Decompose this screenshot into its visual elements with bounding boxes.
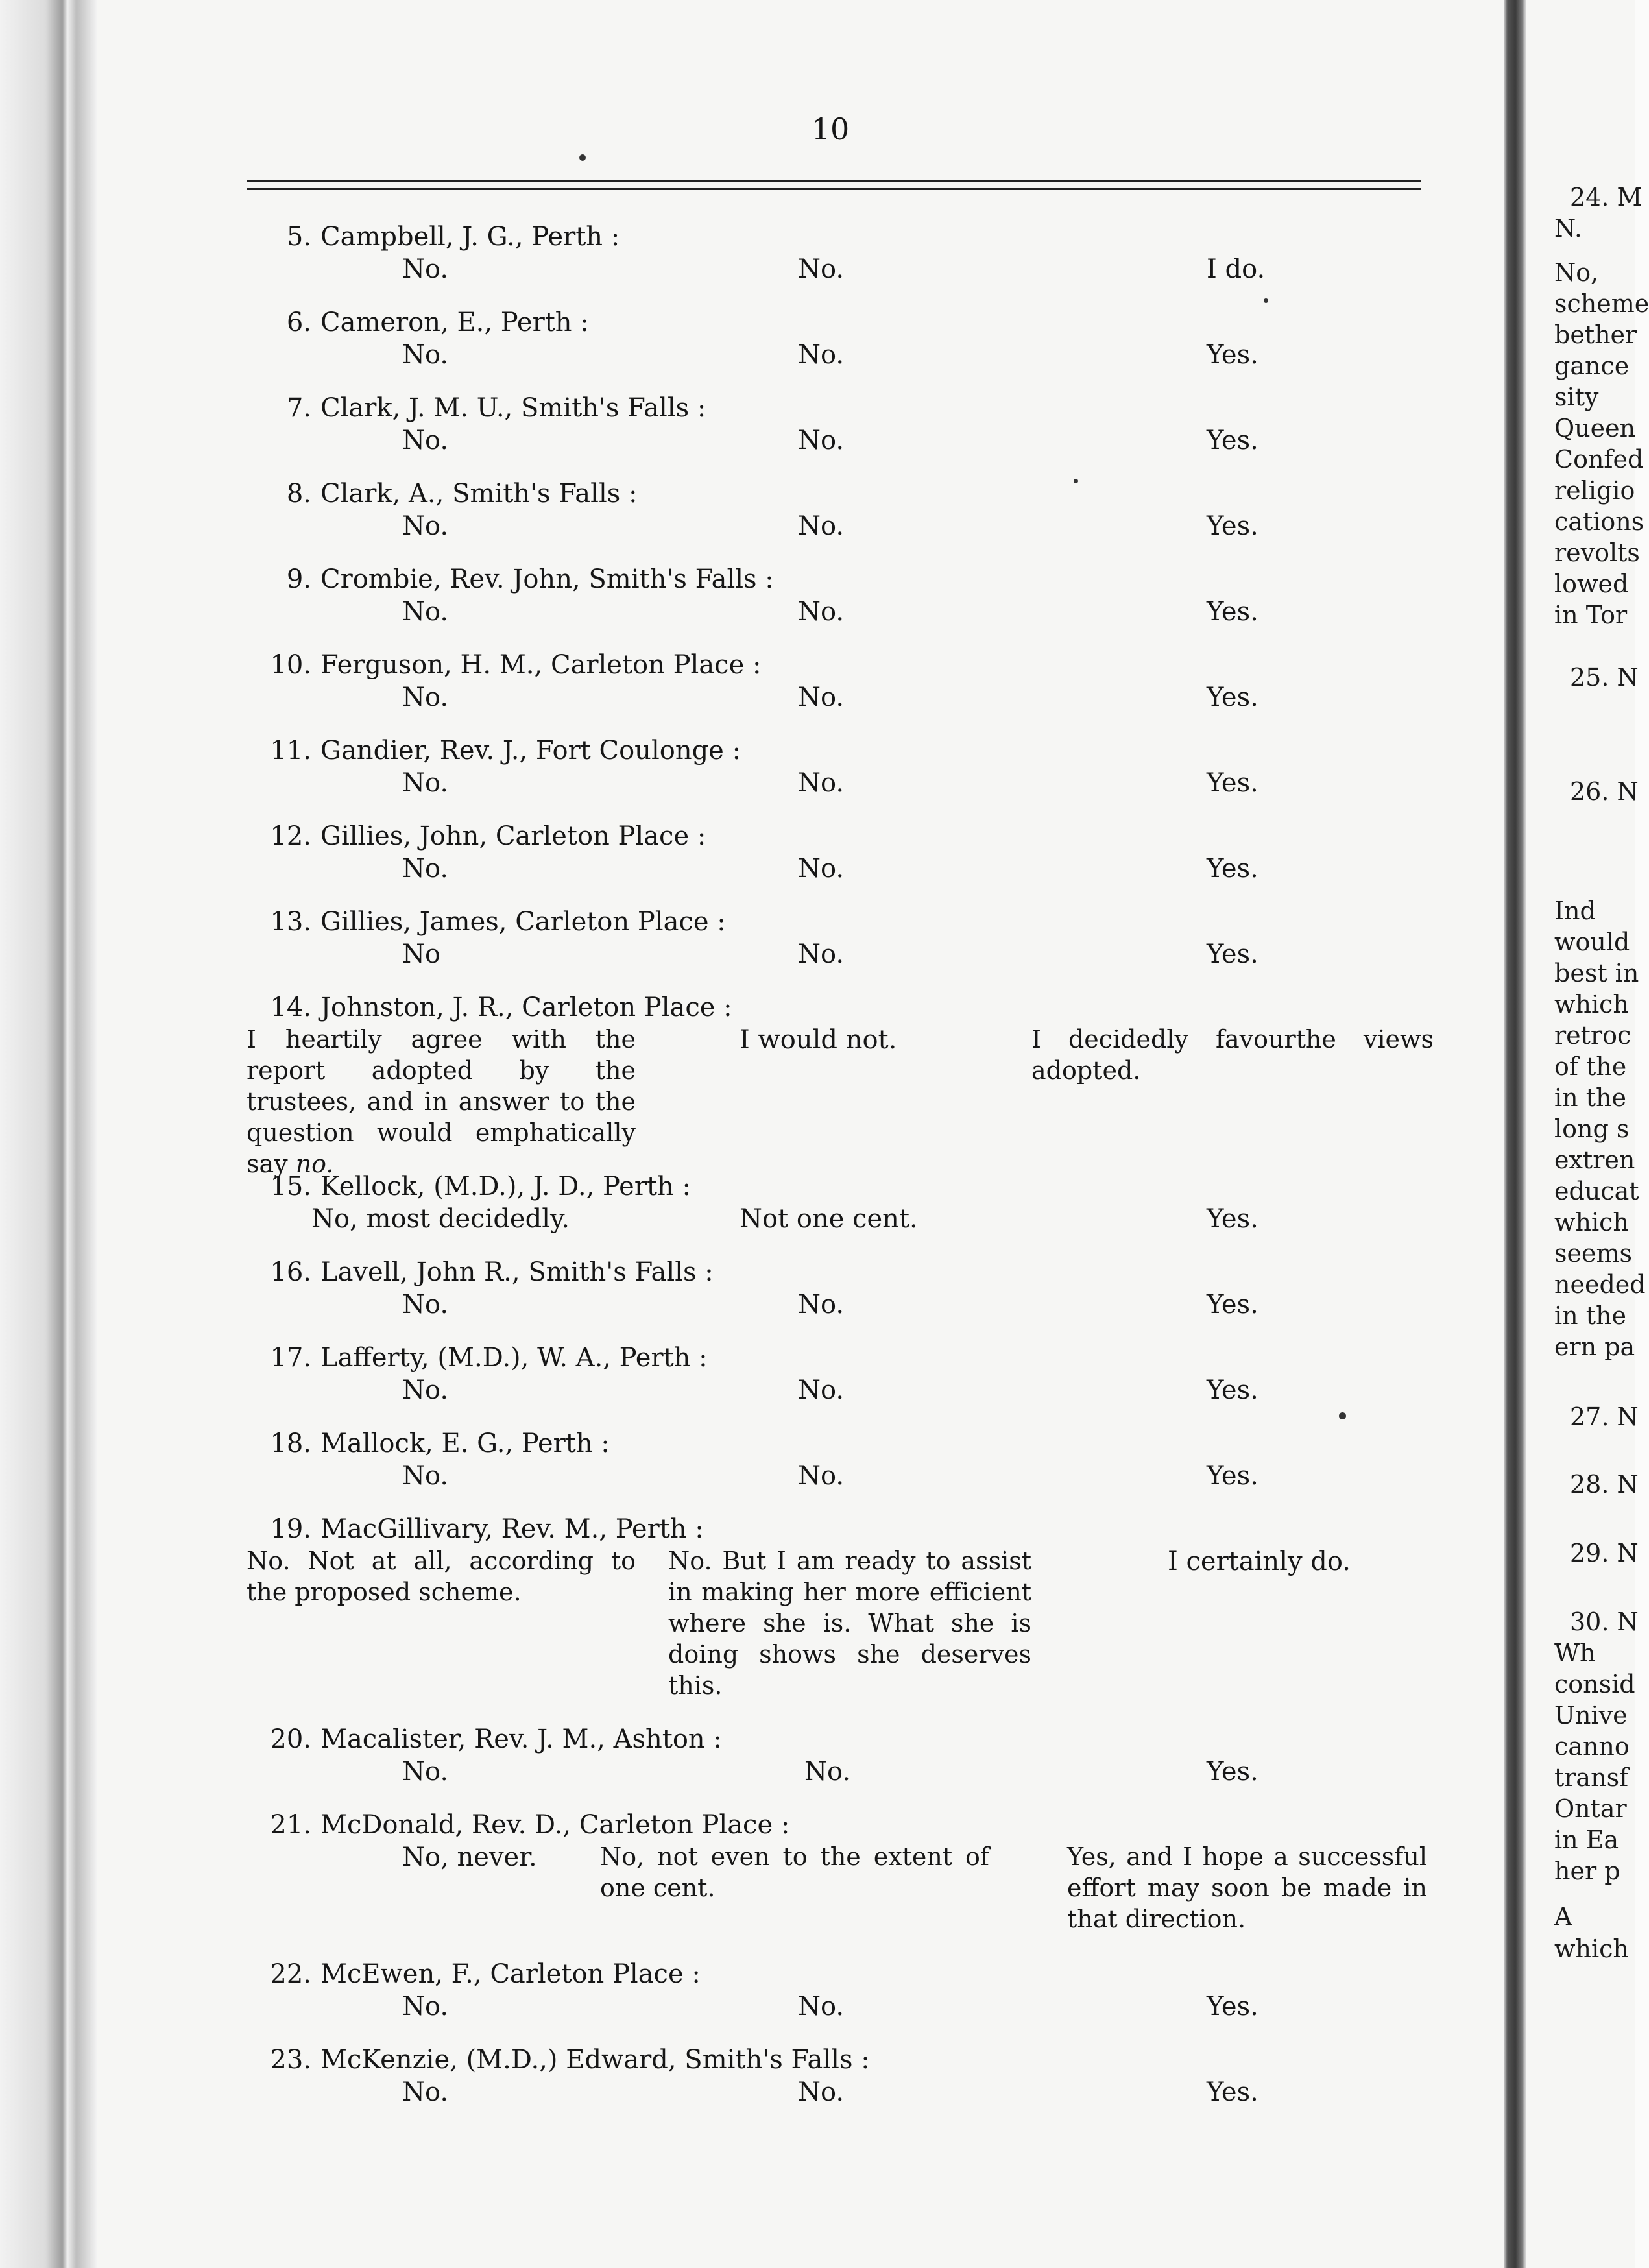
entry-number: 16. [270,1257,311,1287]
facing-page-fragment: Ontar [1554,1794,1627,1823]
facing-page-fragment: ern pa [1554,1333,1635,1361]
entry-number: 15. [270,1172,311,1201]
page-binding-edge [0,0,97,2268]
response-entry [240,1170,1427,1238]
answer-3: Yes. [1207,939,1258,969]
answer-2: No. [798,254,845,284]
entry-number: 23. [270,2045,311,2075]
entry-number: 13. [270,907,311,937]
response-entry-20 [240,1723,1427,1791]
facing-page-fragment: Unive [1554,1701,1628,1730]
response-entry [240,1958,1427,2025]
answer-2: No. [798,340,845,370]
respondent-name: Gillies, James, Carleton Place : [320,907,726,937]
answer-2: No. [798,511,845,541]
facing-page-fragment: consid [1554,1670,1635,1698]
facing-page-fragment: bether [1554,320,1637,349]
facing-page-fragment: which [1554,1935,1629,1963]
respondent-name: Clark, J. M. U., Smith's Falls : [320,393,706,423]
respondent-name: Cameron, E., Perth : [320,308,589,337]
answer-1: No. Not at all, according to the proposed scheme. [247,1547,636,1606]
facing-page-fragment: in the [1554,1083,1626,1112]
answer-3: Yes. [1207,768,1258,798]
facing-page-fragment: Confed [1554,445,1644,474]
respondent-name: McDonald, Rev. D., Carleton Place : [320,1810,790,1840]
entry-number: 6. [286,308,311,337]
answer-1: No. [402,340,449,370]
facing-page-fragment: in Tor [1554,601,1628,629]
response-entry [240,1256,1427,1323]
facing-page-fragment: would [1554,928,1630,956]
respondent-name: McKenzie, (M.D.,) Edward, Smith's Falls : [320,2045,870,2075]
answer-1: No. [402,1757,449,1787]
response-entry [240,734,1427,802]
facing-page-fragment: N. [1554,214,1582,243]
answer-1: No. [402,682,449,712]
answer-1: No. [402,1992,449,2021]
response-entry [240,649,1427,716]
respondent-name: MacGillivary, Rev. M., Perth : [320,1514,704,1544]
answer-1: No, most decidedly. [311,1204,570,1234]
answer-1: No. [402,854,449,884]
facing-page-fragment: extren [1554,1146,1635,1174]
print-speck [1339,1412,1346,1419]
respondent-name: Campbell, J. G., Perth : [320,222,620,252]
answer-2: No. [804,1757,851,1787]
respondent-name: Lafferty, (M.D.), W. A., Perth : [320,1343,708,1373]
answer-3: I decidedly favourthe views adopted. [1031,1025,1434,1085]
answer-2: No. [798,597,845,627]
answer-3: Yes. [1207,854,1258,884]
answer-3: Yes. [1207,426,1258,455]
entry-number: 17. [270,1343,311,1373]
facing-page-fragment: canno [1554,1732,1630,1761]
facing-page-fragment: sity [1554,383,1599,411]
answer-1: No. [402,1461,449,1491]
respondent-name: Crombie, Rev. John, Smith's Falls : [320,564,774,594]
response-entry [240,2044,1427,2111]
facing-page-column [1531,182,1649,2063]
response-entry [240,1342,1427,1409]
facing-page-fragment: long s [1554,1115,1630,1143]
answer-1: No. [402,2077,449,2107]
facing-page-fragment: A [1554,1902,1572,1931]
entry-number: 9. [286,564,311,594]
answer-1: No. [402,511,449,541]
book-gutter [1504,0,1526,2268]
entry-number: 11. [270,736,311,766]
answer-3: Yes. [1207,1204,1258,1234]
answer-1: No. [402,768,449,798]
facing-page-fragment: Ind [1554,897,1596,925]
answer-3: I do. [1207,254,1266,284]
facing-page-fragment: 29. N [1570,1539,1639,1567]
response-entry [240,306,1427,374]
response-entry [240,221,1427,288]
respondent-name: McEwen, F., Carleton Place : [320,1959,701,1989]
answer-2: No. [798,1290,845,1320]
entry-number: 8. [286,479,311,509]
facing-page-fragment: transf [1554,1763,1629,1792]
entry-number: 20. [270,1724,311,1754]
answer-3: I certainly do. [1168,1547,1351,1576]
answer-1: No. [402,426,449,455]
answer-3: Yes. [1207,340,1258,370]
header-rule-top [247,180,1421,182]
answer-3: Yes. [1207,682,1258,712]
respondent-name: Mallock, E. G., Perth : [320,1429,610,1458]
print-speck [1264,298,1268,303]
answer-3: Yes. [1207,1290,1258,1320]
facing-page-fragment: 26. N [1570,777,1639,806]
answer-3: Yes. [1207,597,1258,627]
facing-page-fragment: cations [1554,507,1644,536]
entry-number: 22. [270,1959,311,1989]
entry-number: 14. [270,993,311,1022]
entry-number: 18. [270,1429,311,1458]
facing-page-fragment: Queen [1554,414,1636,442]
answer-2: No. [798,2077,845,2107]
respondent-name: Clark, A., Smith's Falls : [320,479,638,509]
answer-1: No. [402,254,449,284]
response-entry [240,906,1427,973]
respondent-name: Macalister, Rev. J. M., Ashton : [320,1724,722,1754]
response-entry-21 [240,1809,1427,1938]
response-entry-19 [240,1513,1427,1707]
entry-number: 12. [270,821,311,851]
facing-page-fragment: scheme [1554,289,1649,318]
answer-1: No. [402,1375,449,1405]
answer-2: No. [798,1461,845,1491]
answer-2: No. [798,939,845,969]
response-entry [240,477,1427,545]
respondent-name: Johnston, J. R., Carleton Place : [320,993,732,1022]
facing-page-fragment: which [1554,990,1629,1019]
answer-2: No. But I am ready to assist in making her more efficient where she is. What she is doing shows she deserves this. [668,1547,1031,1700]
facing-page-fragment: 27. N [1570,1403,1639,1431]
print-speck [579,154,586,161]
answer-2: I would not. [740,1025,897,1055]
answer-3: Yes. [1207,1461,1258,1491]
facing-page-fragment: retroc [1554,1021,1631,1050]
facing-page-fragment: educat [1554,1177,1639,1205]
respondent-name: Ferguson, H. M., Carleton Place : [320,650,762,680]
answer-3: Yes. [1207,1375,1258,1405]
facing-page-fragment: 30. N [1570,1608,1639,1636]
facing-page-fragment: of the [1554,1052,1627,1081]
facing-page-fragment: 25. N [1570,663,1639,692]
respondent-name: Lavell, John R., Smith's Falls : [320,1257,714,1287]
facing-page-fragment: 24. M [1570,183,1643,211]
facing-page-fragment: in Ea [1554,1826,1619,1854]
answer-1: No [402,939,441,969]
answer-2: No. [798,1992,845,2021]
answer-1: No, never. [402,1842,537,1872]
response-entry [240,392,1427,459]
facing-page-fragment: religio [1554,476,1635,505]
answer-2: No. [798,1375,845,1405]
survey-responses [240,221,1434,2129]
print-speck [1074,479,1078,483]
answer-3: Yes. [1207,1992,1258,2021]
answer-2: No, not even to the extent of one cent. [600,1842,989,1902]
answer-1: No. [402,597,449,627]
answer-2: Not one cent. [740,1204,918,1234]
facing-page-fragment: needed [1554,1270,1646,1299]
facing-page-fragment: seems [1554,1239,1633,1268]
facing-page-fragment: Wh [1554,1639,1596,1667]
entry-number: 21. [270,1810,311,1840]
facing-page-fragment: gance [1554,352,1630,380]
facing-page-fragment: in the [1554,1301,1626,1330]
answer-3: Yes. [1207,2077,1258,2107]
facing-page-fragment: which [1554,1208,1629,1237]
answer-3: Yes. [1207,511,1258,541]
respondent-name: Gillies, John, Carleton Place : [320,821,706,851]
answer-2: No. [798,854,845,884]
answer-2: No. [798,768,845,798]
answer-3: Yes. [1207,1757,1258,1787]
facing-page-fragment: revolts [1554,538,1640,567]
answer-1: I heartily agree with the report adopted by the trustees, and in answer to the question would emphatically say no. [247,1025,636,1178]
facing-page-fragment: 28. N [1570,1470,1639,1499]
answer-1: No. [402,1290,449,1320]
respondent-name: Gandier, Rev. J., Fort Coulonge : [320,736,741,766]
answer-2: No. [798,426,845,455]
entry-number: 5. [286,222,311,252]
entry-number: 10. [270,650,311,680]
header-rule-bottom [247,188,1421,190]
answer-3: Yes, and I hope a successful effort may soon be made in that direction. [1067,1842,1427,1933]
entry-number: 7. [286,393,311,423]
entry-number: 19. [270,1514,311,1544]
response-entry [240,563,1427,631]
response-entry [240,1427,1427,1495]
respondent-name: Kellock, (M.D.), J. D., Perth : [320,1172,691,1201]
response-entry [240,820,1427,887]
facing-page-fragment: No, [1554,258,1599,287]
answer-2: No. [798,682,845,712]
page-number: 10 [811,112,850,147]
response-entry-14 [240,991,1434,1178]
facing-page-fragment: lowed [1554,570,1629,598]
facing-page-fragment: best in [1554,959,1639,987]
facing-page-fragment: her p [1554,1857,1620,1885]
